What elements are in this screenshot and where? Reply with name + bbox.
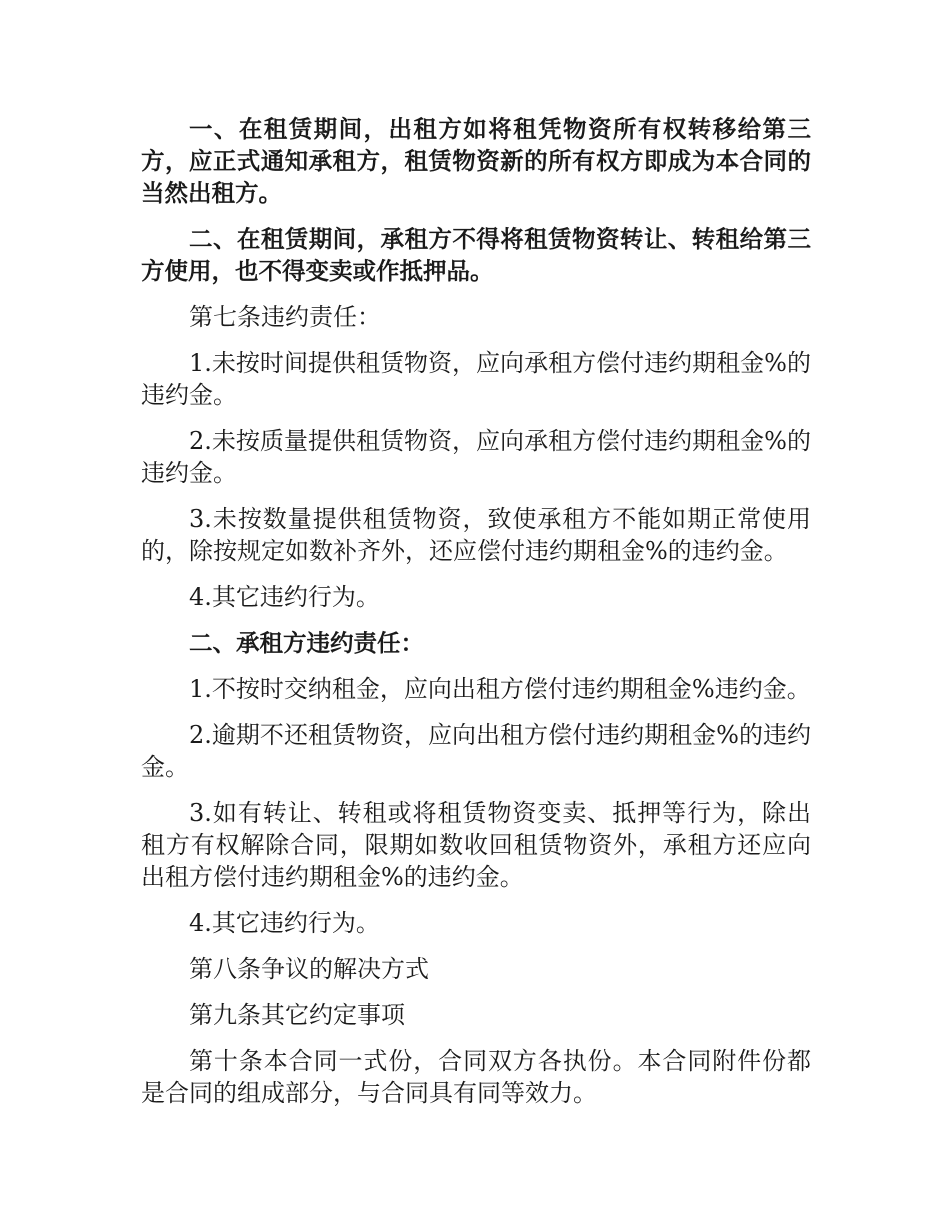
lessor-breach-item-3: 3.未按数量提供租赁物资，致使承租方不能如期正常使用的，除按规定如数补齐外，还应偿付违约期租金%的违约金。 bbox=[141, 505, 811, 565]
lessee-breach-item-4: 4.其它违约行为。 bbox=[189, 909, 380, 937]
lessee-breach-item-3: 3.如有转让、转租或将租赁物资变卖、抵押等行为，除出租方有权解除合同，限期如数收回租赁物资外，承租方还应向出租方偿付违约期租金%的违约金。 bbox=[141, 799, 811, 891]
paragraph-ownership-transfer: 一、在租赁期间，出租方如将租凭物资所有权转移给第三方，应正式通知承租方，租赁物资新的所有权方即成为本合同的当然出租方。 bbox=[141, 115, 811, 207]
article-8-heading: 第八条争议的解决方式 bbox=[189, 955, 429, 983]
lessee-breach-heading: 二、承租方违约责任： bbox=[189, 629, 424, 657]
paragraph-no-sublease: 二、在租赁期间，承租方不得将租赁物资转让、转租给第三方使用，也不得变卖或作抵押品。 bbox=[141, 225, 811, 285]
document-body bbox=[141, 113, 811, 1123]
lessee-breach-item-2: 2.逾期不还租赁物资，应向出租方偿付违约期租金%的违约金。 bbox=[141, 721, 811, 781]
article-7-heading: 第七条违约责任： bbox=[189, 303, 381, 331]
article-10-paragraph: 第十条本合同一式份，合同双方各执份。本合同附件份都是合同的组成部分，与合同具有同等效力。 bbox=[141, 1047, 811, 1107]
lessee-breach-item-1: 1.不按时交纳租金，应向出租方偿付违约期租金%违约金。 bbox=[189, 675, 811, 703]
lessor-breach-item-2: 2.未按质量提供租赁物资，应向承租方偿付违约期租金%的违约金。 bbox=[141, 427, 811, 487]
lessor-breach-item-1: 1.未按时间提供租赁物资，应向承租方偿付违约期租金%的违约金。 bbox=[141, 349, 811, 409]
lessor-breach-item-4: 4.其它违约行为。 bbox=[189, 583, 380, 611]
article-9-heading: 第九条其它约定事项 bbox=[189, 1001, 405, 1029]
